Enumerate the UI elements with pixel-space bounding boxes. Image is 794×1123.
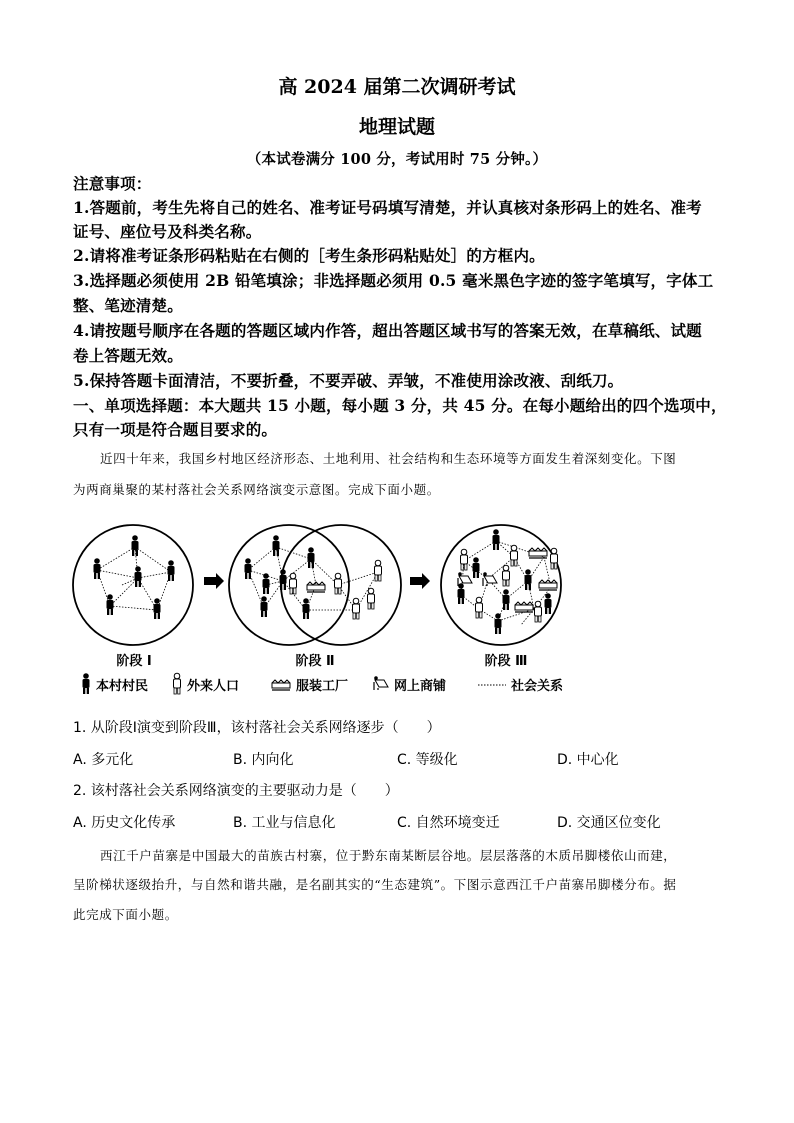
instruction-line: 3.选择题必须使用 2B 铅笔填涂；非选择题必须用 0.5 毫米黑色字迹的签字笔填写，字体工: [73, 271, 714, 290]
instruction-line: 5.保持答题卡面清洁，不要折叠，不要弄破、弄皱，不准使用涂改液、刮纸刀。: [73, 371, 624, 390]
question-1-option-a[interactable]: A. 多元化: [73, 752, 134, 768]
question-2-option-d[interactable]: D. 交通区位变化: [557, 815, 661, 831]
question-2-option-c[interactable]: C. 自然环境变迁: [397, 815, 500, 831]
instruction-line: 4.请按题号顺序在各题的答题区域内作答，超出答题区域书写的答案无效，在草稿纸、试题: [73, 321, 702, 340]
question-1-option-d[interactable]: D. 中心化: [557, 752, 619, 768]
instructions-heading: 注意事项：: [73, 174, 152, 193]
legend-label: 服装工厂: [296, 679, 349, 694]
instruction-line: 2.请将准考证条形码粘贴在右侧的［考生条形码粘贴处］的方框内。: [73, 246, 545, 265]
factory-icon: [272, 680, 290, 690]
stage-label: 阶段 Ⅱ: [295, 654, 335, 669]
exam-title: 高 2024 届第二次调研考试: [278, 76, 516, 98]
passage-2-line: 此完成下面小题。: [73, 907, 178, 922]
migrant-icon: [174, 673, 181, 694]
question-1-option-b[interactable]: B. 内向化: [233, 752, 294, 768]
arrow-icon: [204, 573, 224, 589]
passage-2-line: 呈阶梯状逐级抬升，与自然和谐共融，是名副其实的“生态建筑”。下图示意西江千户苗寨吊脚楼分布。据: [73, 877, 677, 892]
subject-title: 地理试题: [358, 116, 435, 138]
legend: [83, 673, 564, 694]
section-heading: 一、单项选择题：本大题共 15 小题，每小题 3 分，共 45 分。在每小题给出的四个选项中，: [73, 396, 727, 415]
legend-label: 网上商铺: [394, 679, 447, 694]
question-1-stem: 1. 从阶段Ⅰ演变到阶段Ⅲ，该村落社会关系网络逐步（ ）: [73, 720, 441, 736]
stage-3-diagram: [441, 525, 561, 645]
stage-label: 阶段 Ⅲ: [484, 654, 528, 669]
legend-label: 社会关系: [511, 679, 564, 694]
section-heading-cont: 只有一项是符合题目要求的。: [73, 420, 278, 439]
online-shop-icon: [374, 676, 388, 690]
passage-1-line: 近四十年来，我国乡村地区经济形态、土地利用、社会结构和生态环境等方面发生着深刻变化。下图: [100, 451, 677, 466]
question-2-stem: 2. 该村落社会关系网络演变的主要驱动力是（ ）: [73, 783, 399, 799]
stage-1-diagram: [73, 525, 193, 645]
arrow-icon: [410, 573, 430, 589]
stage-label: 阶段 Ⅰ: [116, 654, 152, 669]
instruction-line: 1.答题前，考生先将自己的姓名、准考证号码填写清楚，并认真核对条形码上的姓名、准考: [73, 198, 702, 217]
score-note: （本试卷满分 100 分，考试用时 75 分钟。）: [246, 151, 548, 168]
instruction-line: 卷上答题无效。: [73, 346, 183, 365]
passage-2-line: 西江千户苗寨是中国最大的苗族古村寨，位于黔东南某断层谷地。层层落落的木质吊脚楼依山而建，: [100, 848, 677, 863]
legend-label: 本村村民: [96, 679, 149, 694]
social-network-figure: [66, 515, 726, 700]
instruction-line: 证号、座位号及科类名称。: [73, 222, 262, 241]
legend-label: 外来人口: [187, 679, 240, 694]
instruction-line: 整、笔迹清楚。: [73, 296, 183, 315]
stage-2-diagram: [229, 525, 401, 645]
question-1-option-c[interactable]: C. 等级化: [397, 752, 458, 768]
villager-icon: [83, 673, 90, 694]
question-2-option-a[interactable]: A. 历史文化传承: [73, 815, 176, 831]
question-2-option-b[interactable]: B. 工业与信息化: [233, 815, 336, 831]
passage-1-line: 为两商巢聚的某村落社会关系网络演变示意图。完成下面小题。: [73, 482, 440, 497]
